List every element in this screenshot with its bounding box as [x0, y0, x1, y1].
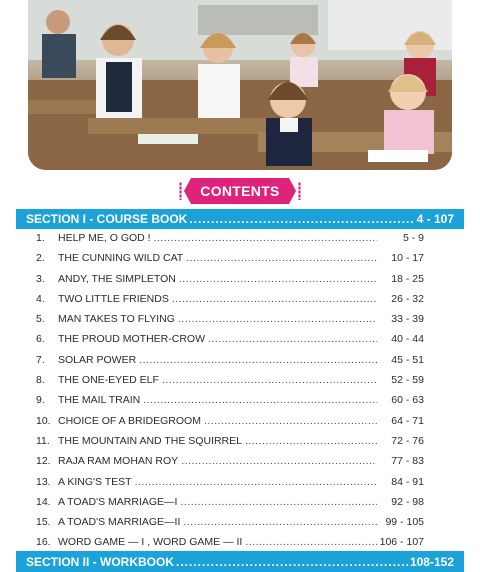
toc-item-number: 6. — [36, 333, 45, 346]
toc-item-number: 4. — [36, 292, 45, 305]
toc-item-leader — [186, 252, 377, 264]
toc-item-number: 2. — [36, 252, 45, 265]
toc-item-leader — [245, 536, 376, 548]
toc-item-number: 14. — [36, 495, 51, 508]
toc-item-title: WORD GAME — I , WORD GAME — II — [58, 536, 243, 549]
toc-item-title: THE MAIL TRAIN — [58, 394, 141, 407]
toc-item-title: MAN TAKES TO FLYING — [58, 313, 175, 326]
toc-item-leader — [178, 313, 377, 325]
toc-item-title: THE PROUD MOTHER-CROW — [58, 333, 205, 346]
contents-heading — [191, 178, 289, 204]
toc-item[interactable] — [36, 232, 424, 252]
toc-item-pages: 106 - 107 — [379, 536, 424, 549]
toc-item[interactable] — [36, 455, 424, 475]
section-one-pages: 4 - 107 — [416, 212, 454, 226]
toc-item-pages: 92 - 98 — [391, 495, 424, 508]
toc-item-leader — [172, 293, 377, 305]
toc-item-pages: 99 - 105 — [385, 516, 424, 529]
toc-item-number: 1. — [36, 232, 45, 244]
toc-item-title: A TOAD'S MARRIAGE—I — [58, 495, 178, 508]
toc-item[interactable] — [36, 374, 424, 394]
toc-item-title: THE CUNNING WILD CAT — [58, 252, 184, 265]
toc-item-pages: 40 - 44 — [391, 333, 424, 346]
toc-item-leader — [162, 374, 377, 386]
toc-item[interactable] — [36, 354, 424, 374]
toc-item-pages: 5 - 9 — [402, 232, 424, 244]
toc-item-number: 9. — [36, 394, 45, 407]
toc-item-leader — [180, 496, 377, 508]
section-two-bar[interactable] — [16, 552, 464, 572]
section-one-title: SECTION I - COURSE BOOK — [26, 212, 188, 226]
section-one-leader — [189, 212, 414, 226]
contents-label: CONTENTS — [200, 183, 280, 199]
toc-item[interactable] — [36, 496, 424, 516]
toc-item-title: A TOAD'S MARRIAGE—II — [58, 516, 181, 529]
toc-item-title: RAJA RAM MOHAN ROY — [58, 455, 179, 468]
section-two-pages: 108-152 — [409, 555, 454, 569]
toc-item-number: 11. — [36, 434, 50, 447]
toc-item[interactable] — [36, 415, 424, 435]
toc-item[interactable] — [36, 394, 424, 414]
toc-item[interactable] — [36, 476, 424, 496]
toc-item-leader — [135, 476, 377, 488]
toc-item-title: THE MOUNTAIN AND THE SQUIRREL — [58, 434, 242, 447]
badge-dots-right — [298, 182, 301, 200]
toc-item-leader — [179, 273, 377, 285]
toc-item-number: 12. — [36, 455, 51, 468]
toc-item-pages: 10 - 17 — [391, 252, 424, 265]
toc-item[interactable] — [36, 293, 424, 313]
toc-item-leader — [154, 232, 377, 244]
toc-item-leader — [245, 435, 377, 447]
toc-item-number: 15. — [36, 516, 51, 529]
toc-item-number: 5. — [36, 313, 45, 326]
toc-item-number: 13. — [36, 475, 51, 488]
toc-item-pages: 64 - 71 — [391, 414, 424, 427]
toc-item[interactable] — [36, 435, 424, 455]
toc-item-title: ANDY, THE SIMPLETON — [58, 272, 176, 285]
toc-item-pages: 45 - 51 — [391, 353, 424, 366]
toc-item[interactable] — [36, 516, 424, 536]
toc-item-title: CHOICE OF A BRIDEGROOM — [58, 414, 201, 427]
toc-item-pages: 84 - 91 — [391, 475, 424, 488]
toc-item[interactable] — [36, 313, 424, 333]
toc-item-number: 8. — [36, 374, 45, 387]
toc-item-leader — [181, 455, 377, 467]
badge-notch-right — [289, 178, 296, 204]
toc-item-leader — [139, 354, 377, 366]
section-two-leader — [176, 555, 408, 569]
toc-item-pages: 72 - 76 — [391, 434, 424, 447]
toc-item-leader — [208, 333, 377, 345]
toc-item[interactable] — [36, 273, 424, 293]
toc-item-number: 3. — [36, 272, 45, 285]
toc-item[interactable] — [36, 252, 424, 272]
toc-item-title: TWO LITTLE FRIENDS — [58, 292, 169, 305]
toc-item-title: THE ONE-EYED ELF — [58, 374, 159, 387]
toc-item-number: 10. — [36, 414, 51, 427]
toc-item-pages: 26 - 32 — [391, 292, 424, 305]
badge-notch-left — [184, 178, 191, 204]
toc-item-leader — [183, 516, 377, 528]
toc-item-title: HELP ME, O GOD ! — [58, 232, 151, 244]
toc-item-title: SOLAR POWER — [58, 353, 137, 366]
toc-item-pages: 52 - 59 — [391, 374, 424, 387]
classroom-photo — [28, 0, 452, 170]
toc-item-number: 7. — [36, 353, 45, 366]
toc-item-pages: 77 - 83 — [391, 455, 424, 468]
toc-item-leader — [143, 394, 377, 406]
toc-list — [36, 232, 424, 557]
toc-item-number: 16. — [36, 536, 51, 549]
toc-item-pages: 33 - 39 — [391, 313, 424, 326]
toc-item-title: A KING'S TEST — [58, 475, 132, 488]
badge-dots-left — [179, 182, 182, 200]
toc-item-pages: 18 - 25 — [391, 272, 424, 285]
section-two-title: SECTION II - WORKBOOK — [26, 555, 174, 569]
section-one-bar[interactable] — [16, 209, 464, 229]
toc-item[interactable] — [36, 333, 424, 353]
toc-item-pages: 60 - 63 — [391, 394, 424, 407]
toc-item-leader — [204, 415, 377, 427]
